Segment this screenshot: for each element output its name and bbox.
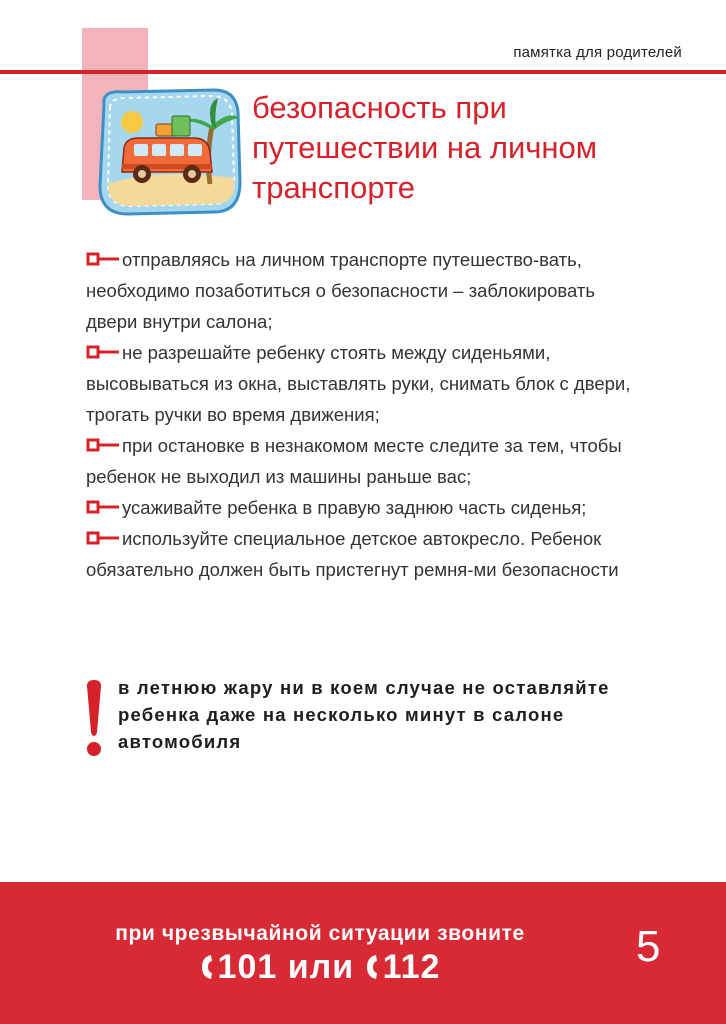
bullet-icon (86, 252, 120, 266)
rule-text: не разрешайте ребенку стоять между сиденьями, высовываться из окна, выставлять руки, снимать блок с двери, трогать ручки во время движения; (86, 342, 631, 425)
emergency-number-1: 101 (217, 948, 278, 986)
emergency-numbers (0, 948, 726, 987)
phone-icon (365, 953, 379, 981)
rule-item (86, 244, 646, 337)
title-line: безопасность при (252, 90, 507, 125)
safety-rules-list (86, 244, 646, 585)
rule-item (86, 523, 646, 585)
number-separator: или (277, 948, 365, 986)
footer-banner (0, 882, 726, 1024)
phone-icon (200, 953, 214, 981)
title-line: путешествии на личном (252, 130, 598, 165)
title-line: транспорте (252, 170, 415, 205)
rule-item (86, 492, 646, 523)
emergency-text: при чрезвычайной ситуации звоните (115, 922, 525, 945)
emergency-number-2: 112 (382, 948, 441, 986)
exclamation-icon (84, 678, 104, 758)
page-title (252, 88, 692, 208)
rule-item (86, 337, 646, 430)
rule-text: усаживайте ребенка в правую заднюю часть сиденья; (122, 497, 587, 518)
rule-text: отправляясь на личном транспорте путешество-вать, необходимо позаботиться о безопасности – заблокировать двери внутри салона; (86, 249, 596, 332)
rule-text: при остановке в незнакомом месте следите за тем, чтобы ребенок не выходил из машины раньше вас; (86, 435, 622, 487)
header-label: памятка для родителей (513, 44, 682, 61)
header-rule (0, 70, 726, 74)
car-travel-illustration (94, 86, 244, 218)
page-number: 5 (636, 922, 661, 971)
warning-block (84, 674, 654, 764)
bullet-icon (86, 531, 120, 545)
warning-text: в летнюю жару ни в коем случае не оставляйте ребенка даже на несколько минут в салоне автомобиля (118, 677, 610, 752)
bullet-icon (86, 345, 120, 359)
rule-text: используйте специальное детское автокресло. Ребенок обязательно должен быть пристегнут ремня-ми безопасности (86, 528, 619, 580)
bullet-icon (86, 438, 120, 452)
rule-item (86, 430, 646, 492)
bullet-icon (86, 500, 120, 514)
